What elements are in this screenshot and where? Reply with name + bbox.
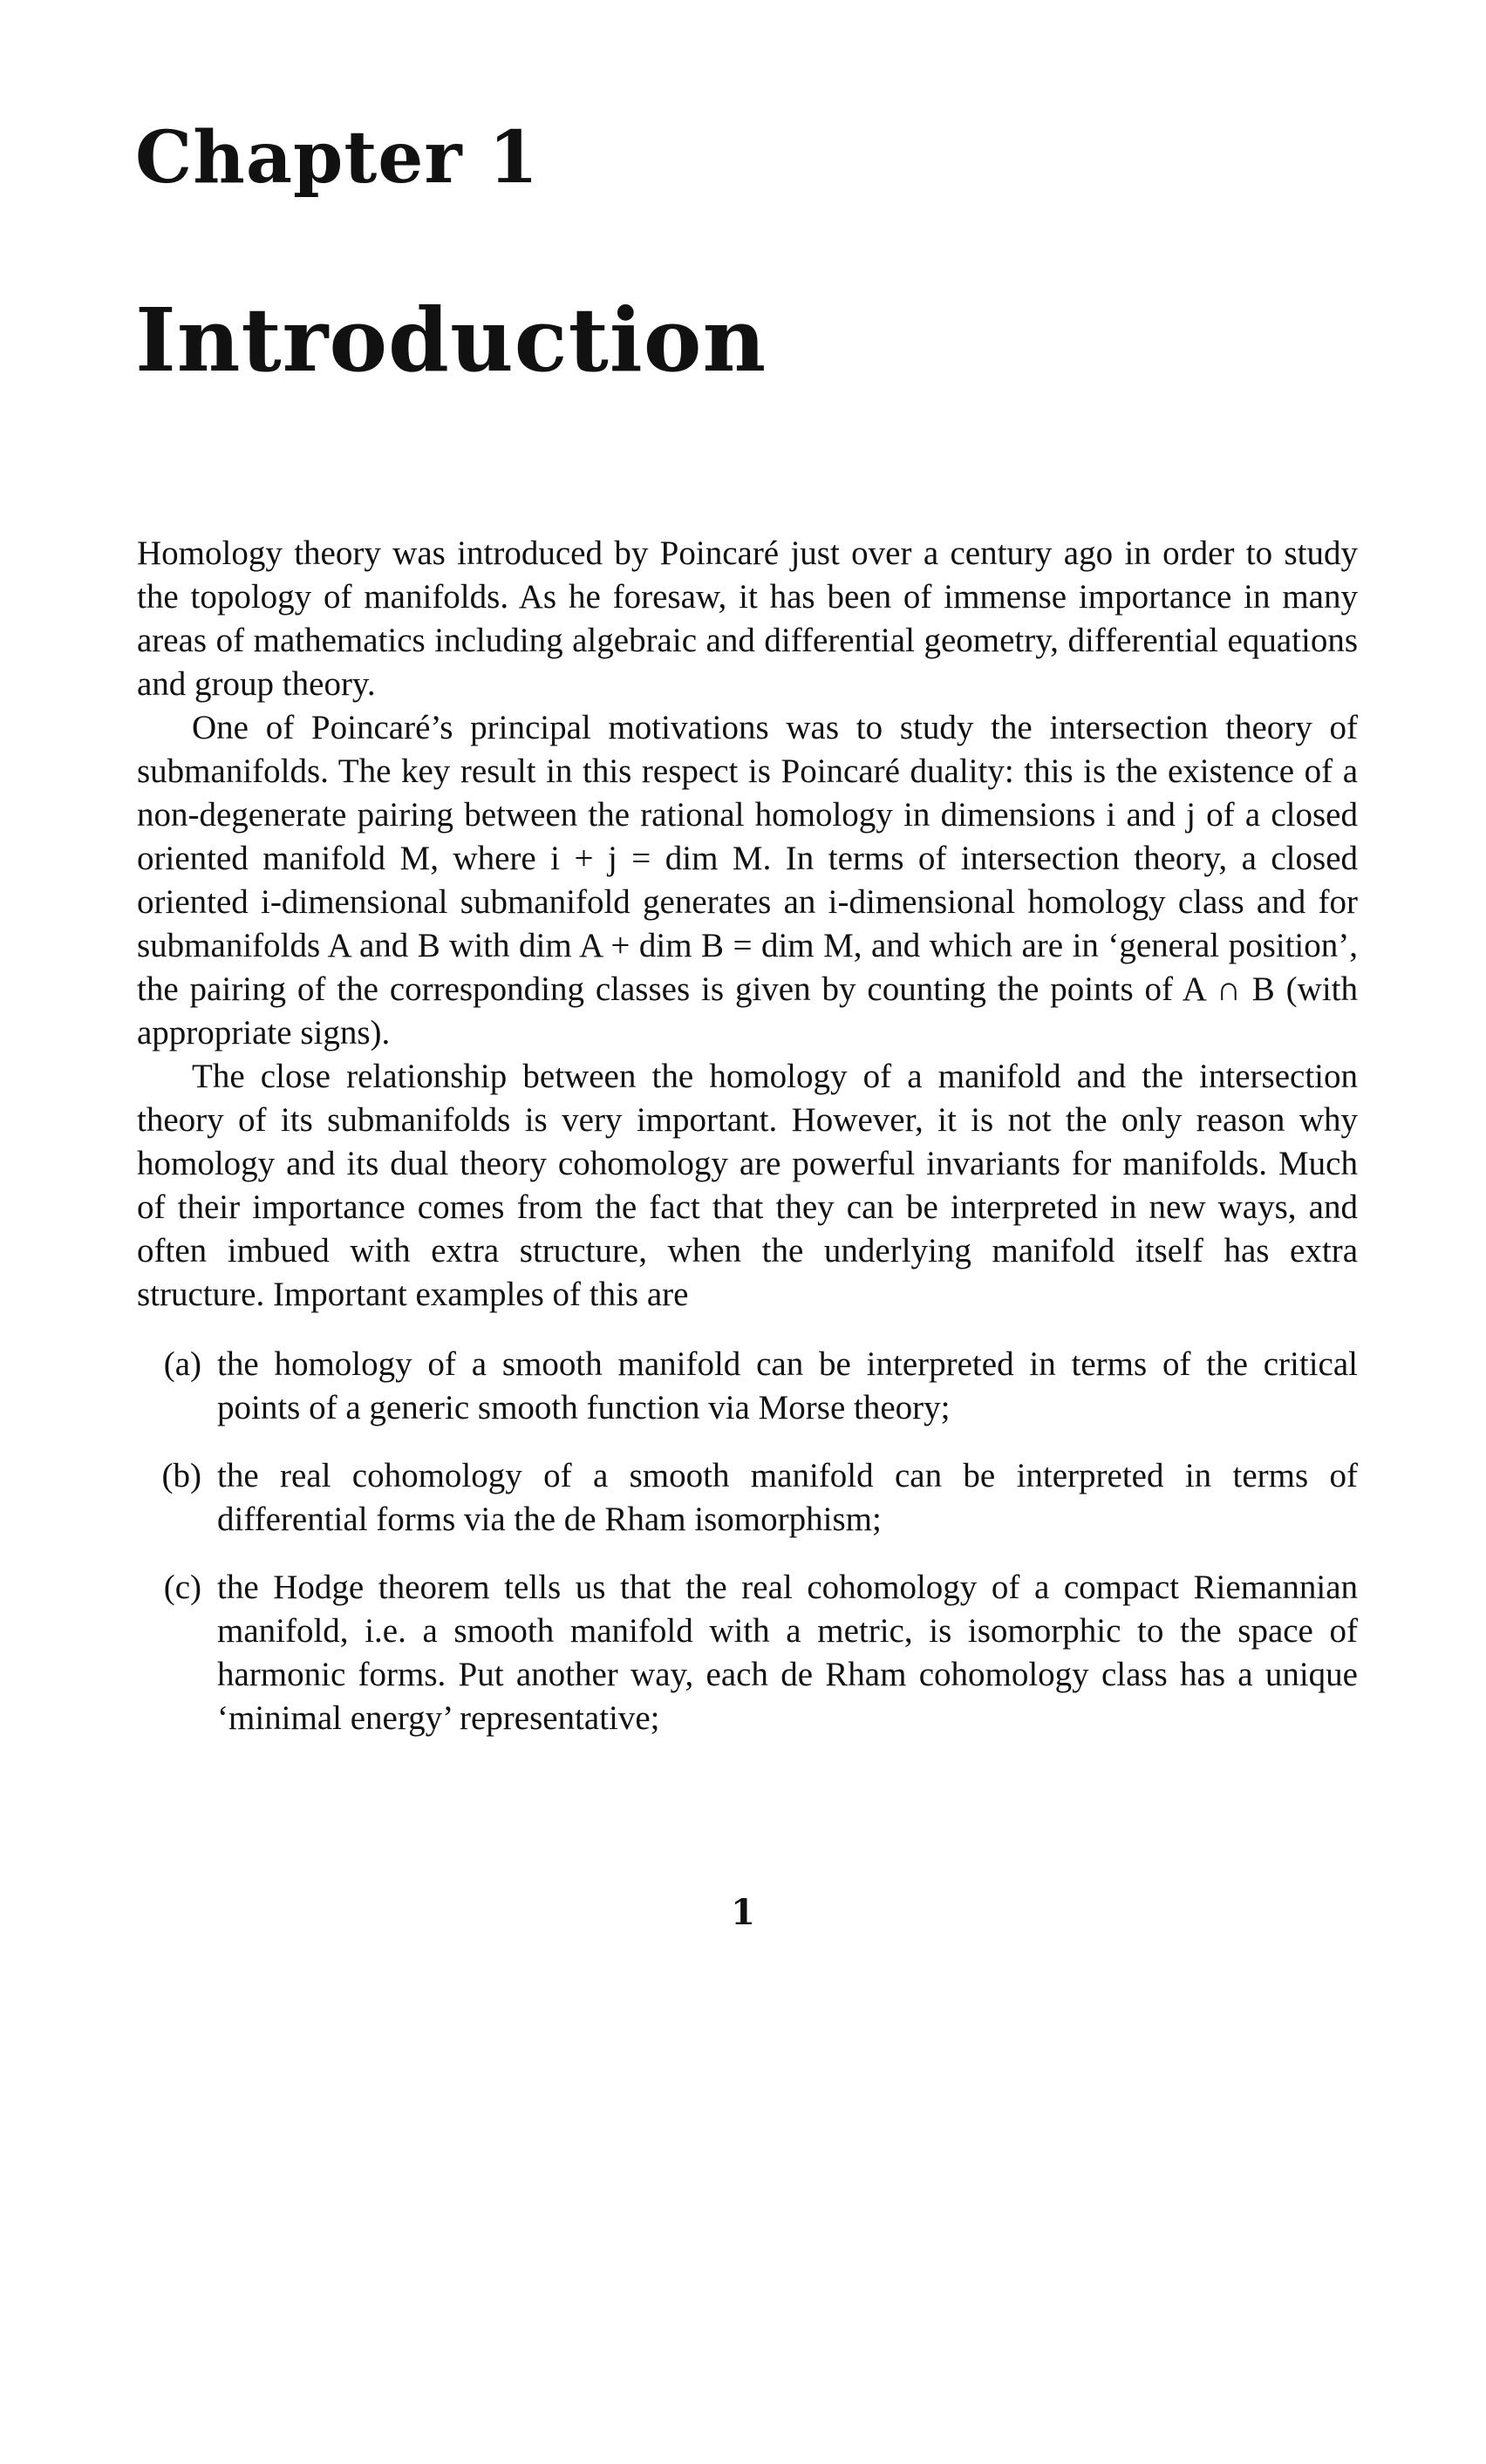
list-item-c (137, 1566, 1358, 1740)
list-item-text: the real cohomology of a smooth manifold can be interpreted in terms of differential forms via the de Rham isomorphism; (217, 1457, 1358, 1538)
examples-list (137, 1343, 1358, 1740)
list-marker: (a) (163, 1345, 201, 1383)
list-item-text: the homology of a smooth manifold can be interpreted in terms of the critical points of a generic smooth function via Morse theory; (217, 1345, 1358, 1426)
list-marker: (c) (163, 1569, 201, 1606)
paragraph-2: One of Poincaré’s principal motivations was to study the intersection theory of submanifolds. The key result in this respect is Poincaré duality: this is the existence of a non-degenerate pairing between the rational homology in dimensions i and j of a closed oriented manifold M, where i + j = dim M. In terms of intersection theory, a closed oriented i-dimensional submanifold generates an i-dimensional homology class and for submanifolds A and B with dim A + dim B = dim M, and which are in ‘general position’, the pairing of the corresponding classes is given by counting the points of A ∩ B (with appropriate signs). (137, 709, 1358, 1052)
chapter-title: Introduction (135, 289, 767, 391)
body-text (137, 532, 1358, 1765)
chapter-label: Chapter 1 (135, 116, 540, 200)
list-marker: (b) (161, 1457, 201, 1494)
list-item-a (137, 1343, 1358, 1430)
list-item-text: the Hodge theorem tells us that the real cohomology of a compact Riemannian manifold, i.e. a smooth manifold with a metric, is isomorphic to the space of harmonic forms. Put another way, each de Rham cohomology class has a unique ‘minimal energy’ representative; (217, 1569, 1358, 1737)
page-number: 1 (731, 1892, 755, 1933)
paragraph-1: Homology theory was introduced by Poincaré just over a century ago in order to study the topology of manifolds. As he foresaw, it has been of immense importance in many areas of mathematics including algebraic and differential geometry, differential equations and group theory. (137, 534, 1358, 703)
list-item-b (137, 1454, 1358, 1542)
paragraph-3: The close relationship between the homology of a manifold and the intersection theory of its submanifolds is very important. However, it is not the only reason why homology and its dual theory cohomology are powerful invariants for manifolds. Much of their importance comes from the fact that they can be interpreted in new ways, and often imbued with extra structure, when the underlying manifold itself has extra structure. Important examples of this are (137, 1058, 1358, 1313)
